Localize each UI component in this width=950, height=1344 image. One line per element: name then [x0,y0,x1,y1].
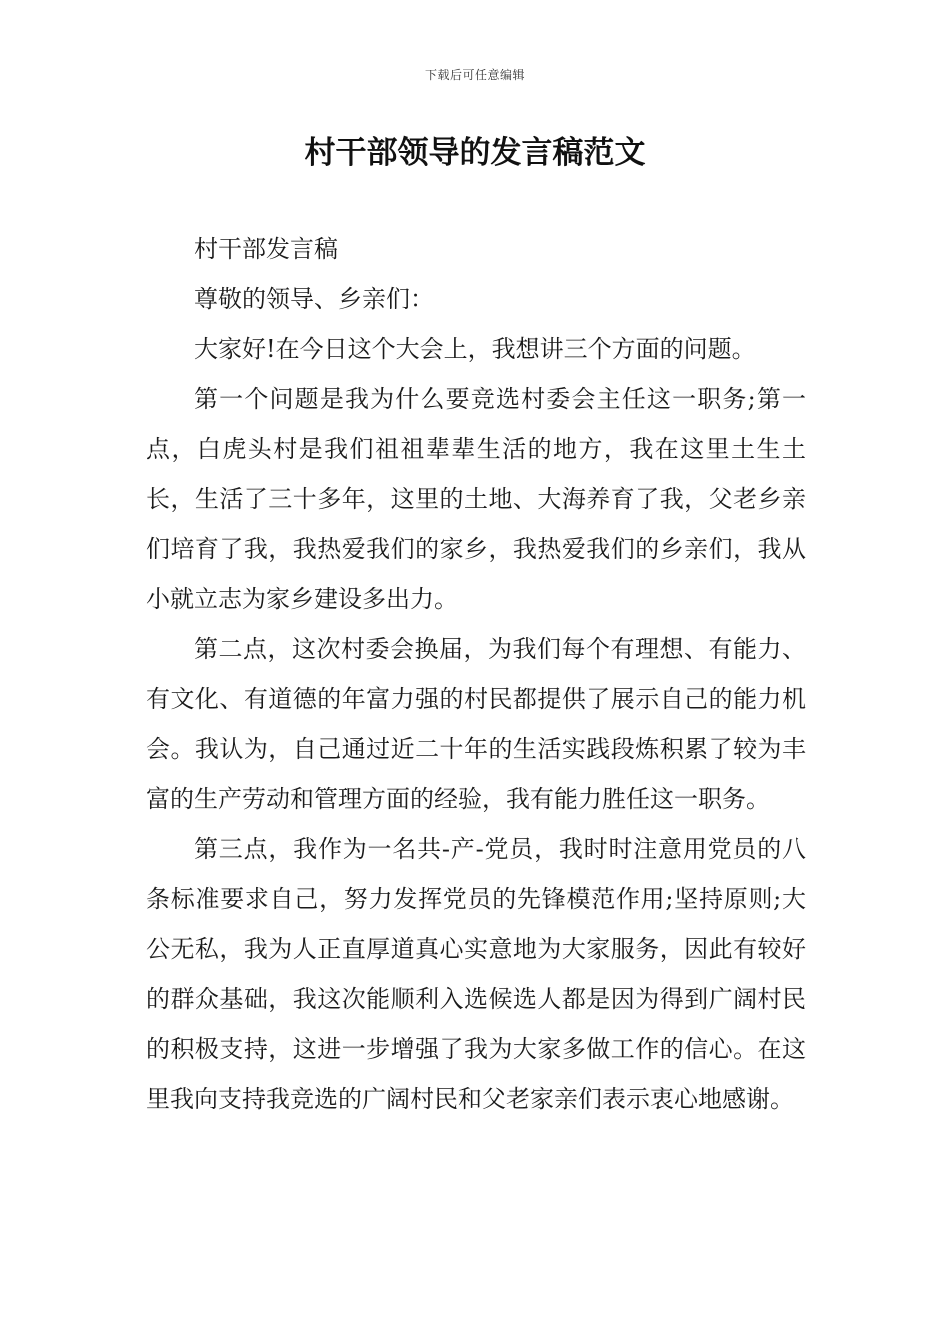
paragraph-salutation: 尊敬的领导、乡亲们： [194,285,434,313]
paragraph-greeting: 大家好!在今日这个大会上，我想讲三个方面的问题。 [194,335,756,363]
paragraph-point-two: 第二点，这次村委会换届，为我们每个有理想、有能力、有文化、有道德的年富力强的村民都提供了展示自己的能力机会。我认为，自己通过近二十年的生活实践段炼积累了较为丰富的生产劳动和管理方面的经验，我有能力胜任这一职务。 [146,635,806,813]
document-body [146,224,806,1124]
paragraph-subtitle: 村干部发言稿 [194,235,338,263]
paragraph-point-one: 第一个问题是我为什么要竞选村委会主任这一职务;第一点，白虎头村是我们祖祖辈辈生活的地方，我在这里土生土长，生活了三十多年，这里的土地、大海养育了我，父老乡亲们培育了我，我热爱我们的家乡，我热爱我们的乡亲们，我从小就立志为家乡建设多出力。 [146,385,806,613]
header-note: 下载后可任意编辑 [424,68,525,82]
document-title: 村干部领导的发言稿范文 [304,135,646,171]
paragraph-point-three: 第三点，我作为一名共-产-党员，我时时注意用党员的八条标准要求自己，努力发挥党员的先锋模范作用;坚持原则;大公无私，我为人正直厚道真心实意地为大家服务，因此有较好的群众基础，我这次能顺利入选候选人都是因为得到广阔村民的积极支持，这进一步增强了我为大家多做工作的信心。在这里我向支持我竞选的广阔村民和父老家亲们表示衷心地感谢。 [146,835,806,1113]
